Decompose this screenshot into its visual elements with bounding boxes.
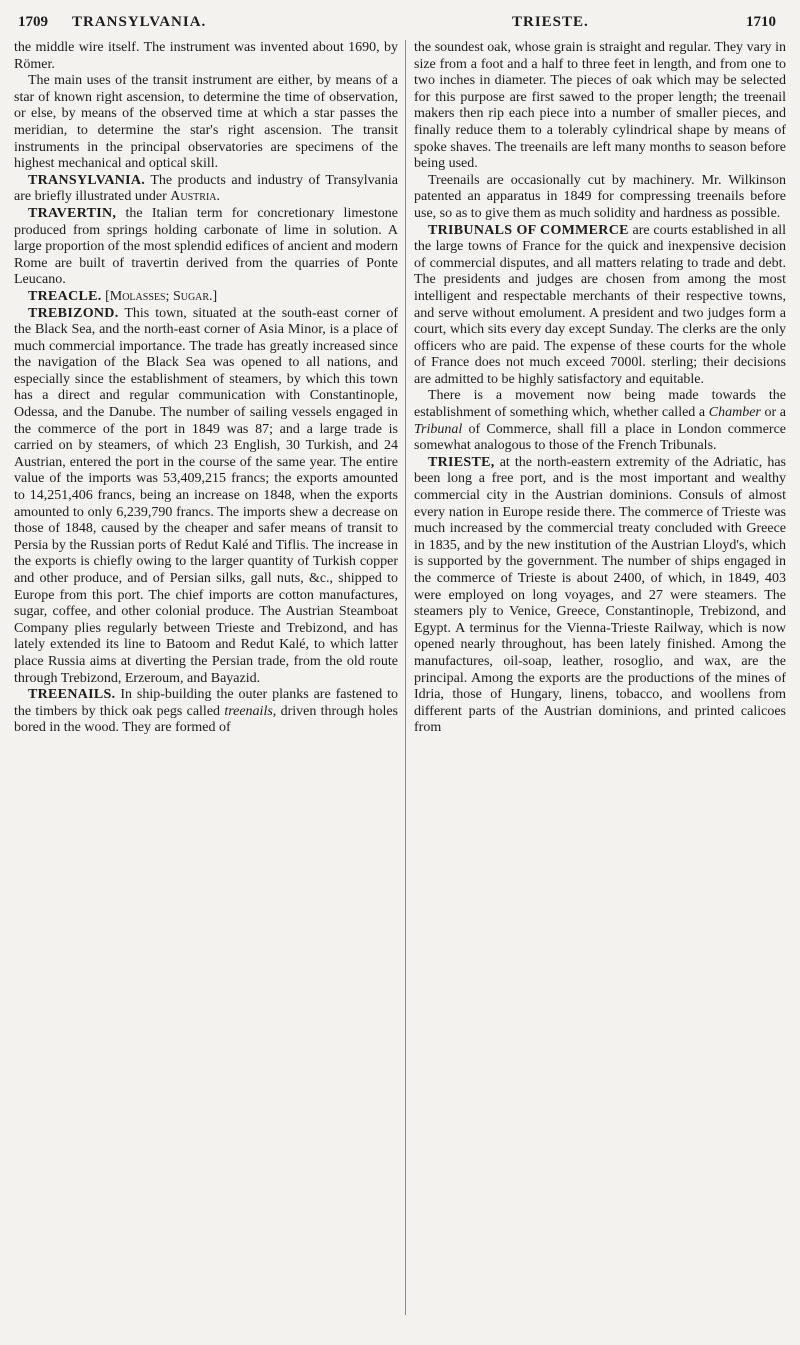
headword-treenails: TREENAILS.	[28, 687, 116, 703]
cross-reference-austria: Austria	[170, 189, 217, 205]
entry-text: , driven through holes bored in the wood. They are formed of	[14, 703, 398, 736]
cross-reference-molasses-sugar: [Molasses; Sugar.]	[101, 288, 218, 304]
italic-term-tribunal: Tribunal	[414, 421, 463, 437]
left-running-title: TRANSYLVANIA.	[72, 14, 207, 30]
entry-text: are courts established in all the large towns of France for the quick and inexpensive decision of commercial disputes, and all matters relating to trade and debt. The presidents and judges are chosen from among the most intelligent and respectable merchants of their respective towns, and serve without emolument. A president and two judges form a court, which sits every day except Sunday. The clerks are the only officers who are paid. The expense of these courts for the whole of France does not much exceed 7000l. sterling; their decisions are admitted to be highly satisfactory and equitable.	[414, 222, 786, 387]
paragraph-treenails-machinery: Treenails are occasionally cut by machinery. Mr. Wilkinson patented an apparatus in 1849 for compressing treenails before use, so as to give them as much solidity and hardness as possible.	[414, 172, 786, 221]
entry-text: The products and industry of Transylvania are briefly illustrated under	[14, 172, 398, 205]
paragraph-treenails-continued: the soundest oak, whose grain is straight and regular. They vary in size from a foot and a half to three feet in length, and from one to two inches in diameter. The pieces of oak which may be selected for this purpose are first sawed to the proper length; the treenail makers then rip each piece into a number of smaller pieces, and finally reduce them to a tolerably cylindrical shape by means of spoke shaves. The treenails are left many months to season before being used.	[414, 40, 786, 172]
entry-trieste	[414, 455, 786, 737]
entry-treenails	[14, 687, 398, 737]
italic-term-treenails: treenails	[224, 703, 273, 719]
column-divider	[405, 40, 406, 1315]
entry-text: In ship-building the outer planks are fastened to the timbers by thick oak pegs called	[14, 687, 398, 719]
entry-text: at the north-eastern extremity of the Adriatic, has been long a free port, and is the most important and wealthy commercial city in the Austrian dominions. Consuls of almost every nation in Europe reside there. The commerce of Trieste was much increased by the commercial treaty concluded with Greece in 1835, and by the new institution of the Austrian Lloyd's, which is supported by the government. The number of ships engaged in the commerce of Trieste is about 2400, of which, in 1849, 403 were employed on long voyages, and 27 were steamers. The steamers ply to Venice, Greece, Constantinople, Trebizond, and Egypt. A terminus for the Vienna-Trieste Railway, which is now opened nearly throughout, has been lately finished. Among the manufactures, oil-soap, leather, rosoglio, and wax, are the principal. Among the exports are the productions of the mines of Idria, those of Hungary, linens, tobacco, and woollens from different parts of the Austrian dominions, and printed calicoes from	[414, 454, 786, 736]
headword-trebizond: TREBIZOND.	[28, 305, 119, 321]
entry-transylvania: TRANSYLVANIA. The products and industry of Transylvania are briefly illustrated under Austria.	[14, 172, 398, 205]
entry-treacle	[14, 289, 398, 306]
headword-transylvania: TRANSYLVANIA.	[28, 172, 146, 188]
headword-trieste: TRIESTE,	[428, 454, 495, 470]
right-column	[414, 40, 786, 1330]
headword-tribunals-of-commerce: TRIBUNALS OF COMMERCE	[428, 222, 629, 238]
left-page-number: 1709	[18, 14, 48, 30]
headword-treacle: TREACLE.	[28, 288, 102, 304]
right-page-number: 1710	[746, 14, 776, 30]
right-running-title: TRIESTE.	[512, 14, 589, 30]
paragraph-transit-continued: the middle wire itself. The instrument was invented about 1690, by Römer.	[14, 40, 398, 72]
headword-travertin: TRAVERTIN,	[28, 205, 117, 221]
entry-trebizond	[14, 306, 398, 688]
left-column	[14, 40, 398, 1330]
paragraph-transit-uses: The main uses of the transit instrument are either, by means of a star of known right ascension, to determine the time of observation, or else, by means of the observed time at which a star passes the meridian, to determine the star's right ascension. The transit instruments in the principal observatories are specimens of the highest mechanical and optical skill.	[14, 73, 398, 172]
paragraph-tribunal-london: There is a movement now being made towards the establishment of something which, whether called a Chamber or a Tribunal of Commerce, shall fill a place in London commerce somewhat analogous to those of the French Tribunals.	[414, 388, 786, 454]
page-header	[12, 12, 788, 32]
entry-text: the Italian term for concretionary limestone produced from springs holding carbonate of lime in solution. A large proportion of the most splendid edifices of ancient and modern Rome are built of travertin derived from the quarries of Ponte Leucano.	[14, 205, 398, 288]
entry-text: This town, situated at the south-east corner of the Black Sea, and the north-east corner of Asia Minor, is a place of much commercial importance. The trade has greatly increased since the navigation of the Black Sea was opened to all nations, and especially since the establishment of steamers, by which this town has a direct and regular communication with Constantinople, Odessa, and the Danube. The number of sailing vessels engaged in the commerce of the port in 1849 was 87; and a large trade is carried on by steamers, of which 23 English, 30 Turkish, and 24 Austrian, entered the port in the course of the same year. The entire value of the imports was 53,409,215 francs; the exports amounted to 14,251,406 francs, being an increase on 1848, when the exports amounted to only 6,239,790 francs. The imports shew a decrease on those of 1848, caused by the cheaper and safer means of transit to Persia by the Russian ports of Redut Kalé and Tiflis. The increase in the exports is chiefly owing to the larger quantity of Turkish copper and other produce, and of Persian silks, gall nuts, &c., shipped to Europe from this port. The chief imports are cotton manufactures, sugar, coffee, and other colonial produce. The Austrian Steamboat Company plies regularly between Trieste and Trebizond, and has lately extended its line to Batoom and Redut Kalé, to which latter place Russia aims at diverting the Persian trade, from the old route through Trebizond, Erzeroum, and Bayazid.	[14, 305, 398, 686]
entry-travertin	[14, 206, 398, 289]
entry-tribunals-of-commerce	[414, 223, 786, 389]
italic-term-chamber: Chamber	[708, 405, 761, 421]
